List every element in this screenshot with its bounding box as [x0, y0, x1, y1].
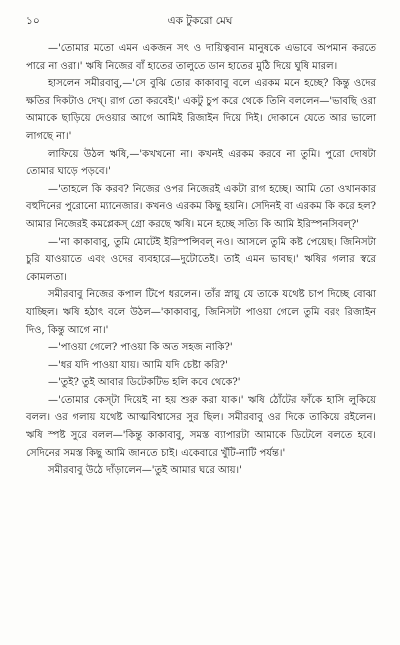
paragraph: সমীরবাবু নিজের কপাল টিপে ধরলেন। তাঁর স্নায়ু যে তাকে যথেষ্ট চাপ দিচ্ছে বোঝা যাচ্ছিল। ঋষি হঠাৎ বলে উঠল—'কাকাবাবু, জিনিসটা পাওয়া গেলে তুমি বরং রিজাইন দিও, কিন্তু আগে না।'	[26, 289, 376, 336]
paragraph: —'তোমার মতো এমন একজন সৎ ও দায়িত্ববান মানুষকে এভাবে অপমান করতে পারে না ওরা।' ঋষি নিজের বাঁ হাতের তালুতে ডান হাতের মুঠি দিয়ে ঘুষি মারল।	[26, 43, 376, 72]
page-number: ১০	[26, 15, 40, 27]
paragraph: হাসলেন সমীরবাবু,—'সে বুঝি তোর কাকাবাবু বলে এরকম মনে হচ্ছে? কিন্তু ওদের ক্ষতির দিকটাও দেখ্। রাগ তো করবেই।' একটু চুপ করে থেকে তিনি বললেন—'ভাবছি ওরা আমাকে ছাড়িয়ে দেওয়ার আগে আমিই রিজাইন দিয়ে দিই। দোকানে যেতে আর ভালো লাগছে না।'	[26, 78, 376, 142]
paragraph: —'তোমার কেস্‌টা দিয়েই না হয় শুরু করা যাক।' ঋষি ঠোঁটের ফাঁকে হাসি লুকিয়ে বলল। ওর গলায় যথেষ্ট আত্মবিশ্বাসের সুর ছিল। সমীরবাবু ওর দিকে তাকিয়ে রইলেন। ঋষি স্পষ্ট সুরে বলল—'কিন্তু কাকাবাবু, সমস্ত ব্যাপারটা আমাকে ডিটেলে বলতে হবে। সেদিনের সমস্ত কিছু আমি জানতে চাই। একেবারে খুঁটি-নাটি পর্যন্ত।'	[26, 394, 376, 459]
paragraph: —'ধর যদি পাওয়া যায়। আমি যদি চেষ্টা করি?'	[48, 359, 228, 371]
paragraph: —'পাওয়া গেলে? পাওয়া কি অত সহজ নাকি?'	[48, 342, 233, 354]
running-title: এক টুকরো মেঘ	[167, 15, 233, 27]
paragraph: —'না কাকাবাবু, তুমি মোটেই ইরিস্পন্সিবল্ নও। আসলে তুমি কষ্ট পেয়েছ। জিনিসটা চুরি যাওয়াতে এবং ওদের ব্যবহারে—দুটোতেই। তাই এমন ভাবছ।' ঋষির গলার স্বরে কোমলতা।	[26, 236, 376, 283]
paragraph: —'তুই? তুই আবার ডিটেকটিভ হলি কবে থেকে?'	[48, 377, 241, 389]
paragraph: লাফিয়ে উঠল ঋষি,—'কখখনো না। কখনই এরকম করবে না তুমি। পুরো দোষটা তোমার ঘাড়ে পড়বে।'	[26, 148, 376, 178]
page-header	[26, 14, 374, 32]
paragraph: সমীরবাবু উঠে দাঁড়ালেন—'তুই আমার ঘরে আয়।'	[48, 465, 242, 477]
page-body	[26, 40, 376, 480]
paragraph: —'তাহলে কি করব? নিজের ওপর নিজেরই একটা রাগ হচ্ছে। আমি তো ওখানকার বহুদিনের পুরোনো ম্যানেজার। কখনও এরকম কিছু হয়নি। সেদিনই বা এরকম কি করে হল? আমার নিজেরই কমপ্লেকস্ গ্রো করছে ঋষি। মনে হচ্ছে সত্যি কি আমি ইরিস্পনসিবল্?'	[26, 183, 376, 230]
